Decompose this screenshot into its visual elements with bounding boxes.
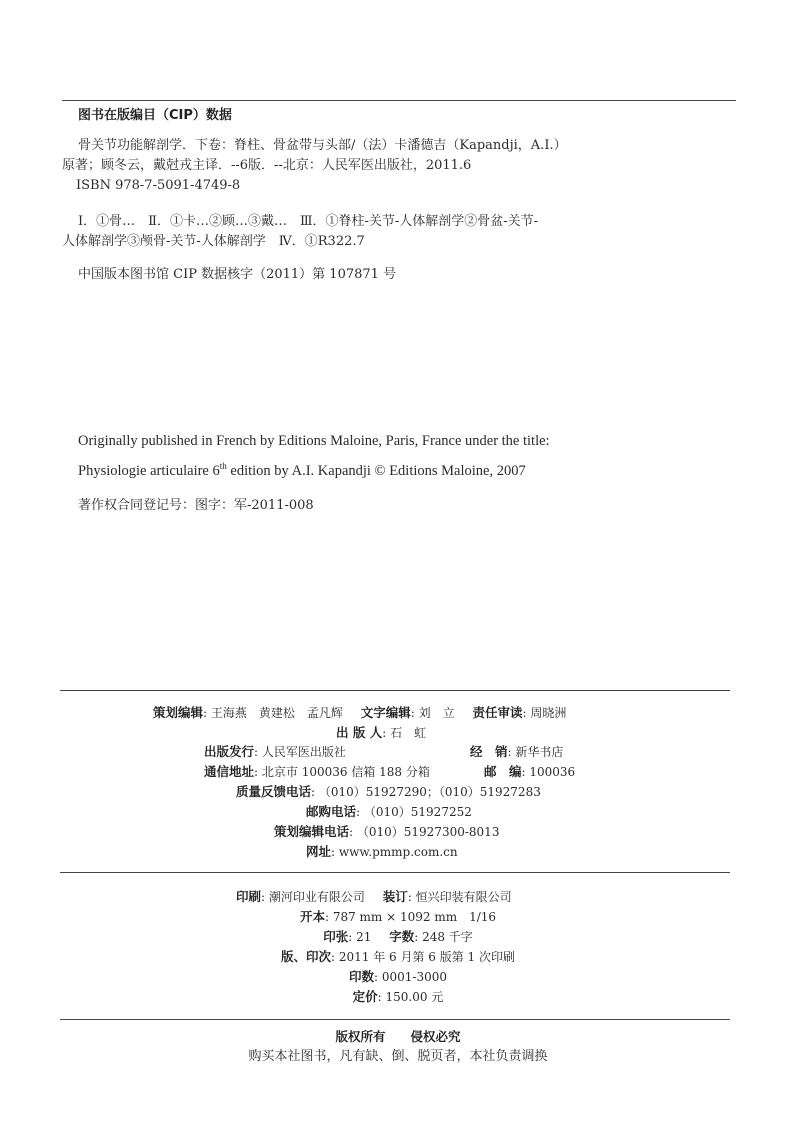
feedback-phone-value: （010）51927290；（010）51927283 [318,785,541,799]
website-line: 网址: www.pmmp.com.cn [306,844,458,859]
original-edition: edition by A.I. Kapandji © Editions Maloine, 2007 [226,462,526,479]
format-value: 787 mm × 1092 mm 1/16 [332,910,497,924]
edition-value: 2011 年 6 月第 6 版第 1 次印刷 [338,950,516,964]
address-value: 北京市 100036 信箱 188 分箱 [261,765,430,779]
words-label: 字数 [389,929,415,944]
mail-order-label: 邮购电话 [306,804,357,819]
sheets-value: 21 [356,930,372,944]
feedback-phone-line: 质量反馈电话: （010）51927290；（010）51927283 [236,784,541,799]
binding-label: 装订 [382,889,408,904]
words-value: 248 千字 [422,930,473,944]
format-line: 开本: 787 mm × 1092 mm 1/16 [299,909,497,924]
cip-record-number: 中国版本图书馆 CIP 数据核字（2011）第 107871 号 [78,267,397,282]
defect-replacement-notice: 购买本社图书，凡有缺、倒、脱页者，本社负责调换 [248,1049,548,1064]
printer-label: 印刷 [236,889,262,904]
price-label: 定价 [352,989,378,1004]
printer-value: 潮河印业有限公司 [268,890,365,904]
address-line: 通信地址: 北京市 100036 信箱 188 分箱 [204,764,430,779]
sheets-label: 印张 [323,929,349,944]
publisher-person-label: 出 版 人 [336,725,383,740]
publisher-person-line: 出 版 人: 石 虹 [336,725,427,740]
price-value: 150.00 元 [385,990,444,1004]
distributor-line: 出版发行: 人民军医出版社 [204,744,346,759]
binding-value: 恒兴印装有限公司 [415,890,512,904]
copies-value: 0001-3000 [381,970,447,984]
feedback-phone-label: 质量反馈电话 [236,784,312,799]
edition-superscript: th [219,461,227,471]
postcode-value: 100036 [529,765,576,779]
cip-heading: 图书在版编目（CIP）数据 [78,108,232,123]
reviewer-label: 责任审读 [472,705,523,720]
planning-phone-line: 策划编辑电话: （010）51927300-8013 [274,824,500,839]
copies-label: 印数 [348,969,374,984]
text-editor-label: 文字编辑 [360,705,411,720]
editors-line: 策划编辑: 王海燕 黄建松 孟凡辉 文字编辑: 刘 立 责任审读: 周晓洲 [153,705,567,720]
publisher-person-value: 石 虹 [390,726,427,740]
original-publication-line-2 [78,458,526,479]
copyright-registration: 著作权合同登记号：图字：军-2011-008 [78,498,314,513]
top-rule [62,100,736,101]
seller-value: 新华书店 [515,745,564,759]
cip-line-1: 骨关节功能解剖学．下卷：脊柱、骨盆带与头部/（法）卡潘德吉（Kapandji，A.I.） [78,138,567,153]
cip-classification-1: Ⅰ．①骨… Ⅱ．①卡…②顾…③戴… Ⅲ．①脊柱-关节-人体解剖学②骨盆-关节- [78,214,539,229]
edition-line: 版、印次: 2011 年 6 月第 6 版第 1 次印刷 [280,949,516,964]
text-editor-value: 刘 立 [418,706,455,720]
planning-editor-label: 策划编辑 [153,705,204,720]
website-label: 网址 [306,844,332,859]
edition-label: 版、印次 [280,949,331,964]
printer-line: 印刷: 潮河印业有限公司 装订: 恒兴印装有限公司 [236,889,512,904]
price-line: 定价: 150.00 元 [352,989,444,1004]
original-publication-line-1: Originally published in French by Editions Maloine, Paris, France under the title: [78,433,550,449]
website-value[interactable]: www.pmmp.com.cn [338,845,458,859]
distributor-label: 出版发行 [204,744,255,759]
mail-order-line: 邮购电话: （010）51927252 [306,804,472,819]
planning-editor-value: 王海燕 黄建松 孟凡辉 [210,706,343,720]
staff-top-rule [60,690,730,691]
copies-line: 印数: 0001-3000 [348,969,447,984]
planning-phone-label: 策划编辑电话 [274,824,350,839]
cip-classification-2: 人体解剖学③颅骨-关节-人体解剖学 Ⅳ．①R322.7 [62,234,365,249]
footer-rule [60,1019,730,1020]
planning-phone-value: （010）51927300-8013 [356,825,500,839]
distributor-value: 人民军医出版社 [261,745,346,759]
cip-line-2: 原著；顾冬云，戴尅戎主译．--6版．--北京：人民军医出版社，2011.6 [62,158,472,173]
sheets-words-line: 印张: 21 字数: 248 千字 [323,929,473,944]
postcode-label: 邮 编 [484,764,522,779]
mail-order-value: （010）51927252 [363,805,472,819]
address-label: 通信地址 [204,764,255,779]
reviewer-value: 周晓洲 [530,706,567,720]
seller-line: 经 销: 新华书店 [470,744,564,759]
rights-reserved: 版权所有 侵权必究 [335,1029,461,1044]
original-title: Physiologie articulaire 6 [78,462,220,479]
seller-label: 经 销 [470,744,508,759]
format-label: 开本 [299,909,325,924]
cip-isbn: ISBN 978-7-5091-4749-8 [76,178,241,193]
postcode-line: 邮 编: 100036 [484,764,576,779]
print-top-rule [60,872,730,873]
